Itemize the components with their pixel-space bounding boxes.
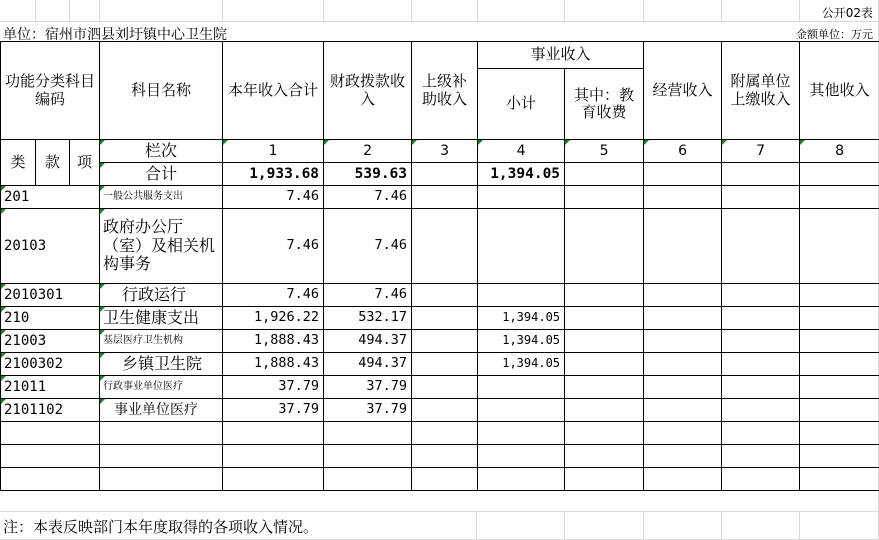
row-subtotal: 1,394.05 xyxy=(478,330,565,353)
row-subtotal xyxy=(478,186,565,209)
row-code: 21003 xyxy=(1,330,100,353)
header-operating-income: 经营收入 xyxy=(644,42,722,140)
row-total: 7.46 xyxy=(223,186,324,209)
row-name: 乡镇卫生院 xyxy=(100,353,223,376)
header-superior-subsidy: 上级补助收入 xyxy=(412,42,478,140)
totals-superior xyxy=(412,163,478,186)
row-name: 行政事业单位医疗 xyxy=(100,376,223,399)
row-name: 卫生健康支出 xyxy=(100,307,223,330)
row-total: 1,888.43 xyxy=(223,353,324,376)
row-total: 1,888.43 xyxy=(223,330,324,353)
totals-subtotal: 1,394.05 xyxy=(478,163,565,186)
row-total: 7.46 xyxy=(223,284,324,307)
row-name: 基层医疗卫生机构 xyxy=(100,330,223,353)
col-index-3: 3 xyxy=(412,140,478,163)
header-business-income: 事业收入 xyxy=(478,42,644,69)
totals-fiscal: 539.63 xyxy=(324,163,412,186)
row-name: 政府办公厅（室）及相关机构事务 xyxy=(100,209,223,284)
col-index-4: 4 xyxy=(478,140,565,163)
row-code: 210 xyxy=(1,307,100,330)
table-row xyxy=(1,353,879,376)
col-index-7: 7 xyxy=(722,140,800,163)
row-code: 20103 xyxy=(1,209,100,284)
row-subtotal xyxy=(478,209,565,284)
col-index-6: 6 xyxy=(644,140,722,163)
totals-operating xyxy=(644,163,722,186)
row-subtotal xyxy=(478,376,565,399)
row-name: 一般公共服务支出 xyxy=(100,186,223,209)
table-row xyxy=(1,186,879,209)
totals-other xyxy=(800,163,879,186)
row-fiscal: 494.37 xyxy=(324,330,412,353)
empty-row xyxy=(1,445,879,468)
row-fiscal: 532.17 xyxy=(324,307,412,330)
table-row xyxy=(1,284,879,307)
col-index-8: 8 xyxy=(800,140,879,163)
row-total: 37.79 xyxy=(223,399,324,422)
header-func-code: 功能分类科目编码 xyxy=(1,42,100,140)
unit-label: 单位：宿州市泗县刘圩镇中心卫生院 xyxy=(3,27,227,43)
row-total: 7.46 xyxy=(223,209,324,284)
header-other-income: 其他收入 xyxy=(800,42,879,140)
header-total-income: 本年收入合计 xyxy=(223,42,324,140)
table-row xyxy=(1,399,879,422)
row-fiscal: 494.37 xyxy=(324,353,412,376)
totals-affiliate xyxy=(722,163,800,186)
totals-total: 1,933.68 xyxy=(223,163,324,186)
row-fiscal: 7.46 xyxy=(324,209,412,284)
totals-row xyxy=(1,163,879,186)
row-code: 2101102 xyxy=(1,399,100,422)
row-code: 2010301 xyxy=(1,284,100,307)
totals-education xyxy=(565,163,644,186)
header-subject-name: 科目名称 xyxy=(100,42,223,140)
row-name: 事业单位医疗 xyxy=(100,399,223,422)
col-index-5: 5 xyxy=(565,140,644,163)
totals-label: 合计 xyxy=(100,163,223,186)
header-subtotal: 小计 xyxy=(478,69,565,140)
row-code: 2100302 xyxy=(1,353,100,376)
row-subtotal: 1,394.05 xyxy=(478,307,565,330)
header-lei: 类 xyxy=(1,140,36,186)
header-fiscal-income: 财政拨款收入 xyxy=(324,42,412,140)
header-education-fee: 其中：教育收费 xyxy=(565,69,644,140)
empty-row xyxy=(1,468,879,491)
row-fiscal: 7.46 xyxy=(324,284,412,307)
amount-unit-label: 金额单位：万元 xyxy=(796,28,873,41)
table-note: 注：本表反映部门本年度取得的各项收入情况。 xyxy=(3,518,319,536)
header-xiang: 项 xyxy=(70,140,100,186)
row-name: 行政运行 xyxy=(100,284,223,307)
row-subtotal xyxy=(478,284,565,307)
table-row xyxy=(1,376,879,399)
col-index-2: 2 xyxy=(324,140,412,163)
col-index-1: 1 xyxy=(223,140,324,163)
empty-row xyxy=(1,422,879,445)
table-row xyxy=(1,209,879,284)
header-lanci: 栏次 xyxy=(100,140,223,163)
row-code: 201 xyxy=(1,186,100,209)
table-row xyxy=(1,330,879,353)
row-total: 37.79 xyxy=(223,376,324,399)
row-subtotal xyxy=(478,399,565,422)
header-kuan: 款 xyxy=(36,140,70,186)
row-total: 1,926.22 xyxy=(223,307,324,330)
row-code: 21011 xyxy=(1,376,100,399)
header-affiliate-income: 附属单位上缴收入 xyxy=(722,42,800,140)
income-table xyxy=(0,41,879,491)
row-fiscal: 37.79 xyxy=(324,376,412,399)
table-row xyxy=(1,307,879,330)
form-number: 公开02表 xyxy=(821,6,873,20)
row-fiscal: 7.46 xyxy=(324,186,412,209)
row-fiscal: 37.79 xyxy=(324,399,412,422)
row-subtotal: 1,394.05 xyxy=(478,353,565,376)
